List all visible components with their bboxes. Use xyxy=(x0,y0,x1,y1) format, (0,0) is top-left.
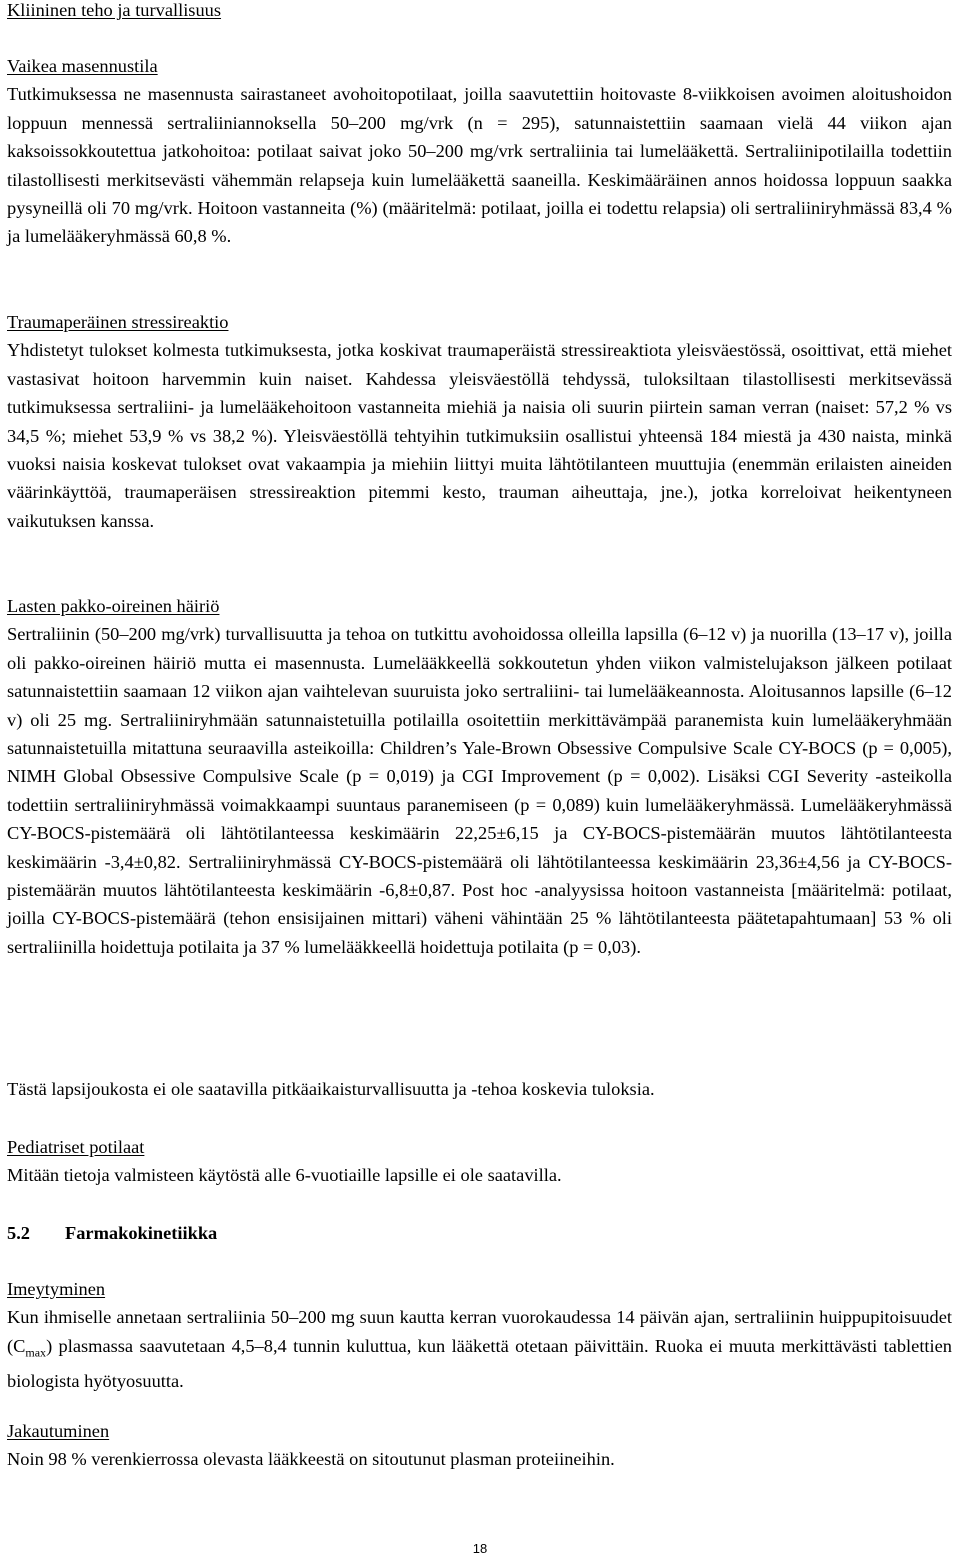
section-ptsd xyxy=(7,308,952,535)
section-heading: Lasten pakko-oireinen häiriö xyxy=(7,596,220,616)
section-absorption xyxy=(7,1275,952,1395)
section-body: Mitään tietoja valmisteen käytöstä alle 6-vuotiaille lapsille ei ole saatavilla. xyxy=(7,1165,562,1186)
section-heading: Pediatriset potilaat xyxy=(7,1137,145,1157)
section-body: Tutkimuksessa ne masennusta sairastaneet avohoitopotilaat, joilla saavutettiin hoitovaste 8-viikkoisen avoimen aloitushoidon loppuun mennessä sertraliiniannoksella 50–200 mg/vrk (n = 295), satunnaistettiin saamaan vielä 44 viikon ajan kaksoissokkoutettua jatkohoitoa: potilaat saivat joko 50–200 mg/vrk sertraliinia tai lumelääkettä. Sertraliinipotilailla todettiin tilastollisesti merkitsevästi vähemmän relapseja kuin lumelääkettä saaneilla. Keskimääräinen annos hoidossa loppuun saakka pysyneillä oli 70 mg/vrk. Hoitoon vastanneita (%) (määritelmä: potilaat, joilla ei todettu relapsia) oli sertraliiniryhmässä 83,4 % ja lumelääkeryhmässä 60,8 %. xyxy=(7,84,952,247)
section-pediatric xyxy=(7,1133,952,1190)
section-body: Kun ihmiselle annetaan sertraliinia 50–200 mg suun kautta kerran vuorokaudessa 14 päivän ajan, sertraliinin huippupitoisuudet $(C_{max})$ plasmassa saavutetaan 4,5–8,4 tunnin kuluttua, kun lääkettä otetaan päivittäin. Ruoka ei muuta merkittävästi tablettien biologista hyötyosuutta. xyxy=(7,1307,952,1391)
note-text: Tästä lapsijoukosta ei ole saatavilla pitkäaikaisturvallisuutta ja -tehoa koskevia tuloksia. xyxy=(7,1079,655,1099)
section-ocd-children xyxy=(7,592,952,961)
section-pharmacokinetics-heading xyxy=(7,1219,952,1247)
section-body: Noin 98 % verenkierrossa olevasta lääkkeestä on sitoutunut plasman proteiineihin. xyxy=(7,1449,615,1470)
section-note xyxy=(7,1075,952,1103)
section-heading: Jakautuminen xyxy=(7,1421,110,1441)
page-number: 18 xyxy=(472,1541,488,1556)
section-title: Farmakokinetiikka xyxy=(65,1223,218,1243)
section-heading: Imeytyminen xyxy=(7,1279,106,1299)
section-heading: Vaikea masennustila xyxy=(7,56,158,76)
section-heading-clinical xyxy=(7,0,952,24)
section-distribution xyxy=(7,1417,952,1474)
section-body: Sertraliinin (50–200 mg/vrk) turvallisuutta ja tehoa on tutkittu avohoidossa olleilla lapsilla (6–12 v) ja nuorilla (13–17 v), joilla oli pakko-oireinen häiriö mutta ei masennusta. Lumelääkkeellä sokkoutetun yhden viikon valmistelujakson jälkeen potilaat satunnaistettiin saamaan 12 viikon ajan vaihtelevan suuruista joko sertraliini- tai lumelääkeannosta. Aloitusannos lapsille (6–12 v) oli 25 mg. Sertraliiniryhmään satunnaistetuilla potilailla osoitettiin merkittävämpää paranemista kuin lumelääkeryhmään satunnaistetuilla mitattuna seuraavilla asteikoilla: Children’s Yale-Brown Obsessive Compulsive Scale CY-BOCS (p = 0,005), NIMH Global Obsessive Compulsive Scale (p = 0,019) ja CGI Improvement (p = 0,002). Lisäksi CGI Severity -asteikolla todettiin sertraliiniryhmässä voimakkaampi suuntaus paranemiseen (p = 0,089) kuin lumelääkeryhmässä. Lumelääkeryhmässä CY-BOCS-pistemäärä oli lähtötilanteessa keskimäärin 22,25±6,15 ja CY-BOCS-pistemäärän muutos lähtötilanteesta keskimäärin -3,4±0,82. Sertraliiniryhmässä CY-BOCS-pistemäärä oli lähtötilanteessa keskimäärin 23,36±4,56 ja CY-BOCS-pistemäärän muutos lähtötilanteesta keskimäärin -6,8±0,87. Post hoc -analyysissa hoitoon vastanneista [määritelmä: potilaat, joilla CY-BOCS-pistemäärä (tehon ensisijainen mittari) väheni vähintään 25 % lähtötilanteesta päätetapahtumaan] 53 % oli sertraliinilla hoidettuja potilaita ja 37 % lumelääkkeellä hoidettuja potilaita (p = 0,03). xyxy=(7,624,952,957)
section-heading: Traumaperäinen stressireaktio xyxy=(7,312,229,332)
page-heading: Kliininen teho ja turvallisuus xyxy=(7,0,222,20)
section-number: 5.2 xyxy=(7,1223,30,1243)
section-depression xyxy=(7,52,952,251)
section-body: Yhdistetyt tulokset kolmesta tutkimuksesta, jotka koskivat traumaperäistä stressireaktiota yleisväestössä, osoittivat, että miehet vastasivat hoitoon harvemmin kuin naiset. Kahdessa yleisväestöllä tehdyssä, tuloksiltaan tilastollisesti merkitsevässä tutkimuksessa sertraliini- ja lumelääkehoitoon vastanneita miehiä ja naisia oli suurin piirtein saman verran (naiset: 57,2 % vs 34,5 %; miehet 53,9 % vs 38,2 %). Yleisväestöllä tehtyihin tutkimuksiin osallistui yhteensä 184 miestä ja 430 naista, minkä vuoksi naisia koskevat tulokset ovat vakaampia ja miehiin liittyi muita lähtötilanteen muuttujia (enemmän erilaisten aineiden väärinkäyttöä, traumaperäisen stressireaktion pitemmi kesto, trauman aiheuttaja, jne.), jotka korreloivat heikentyneen vaikutuksen kanssa. xyxy=(7,340,952,531)
